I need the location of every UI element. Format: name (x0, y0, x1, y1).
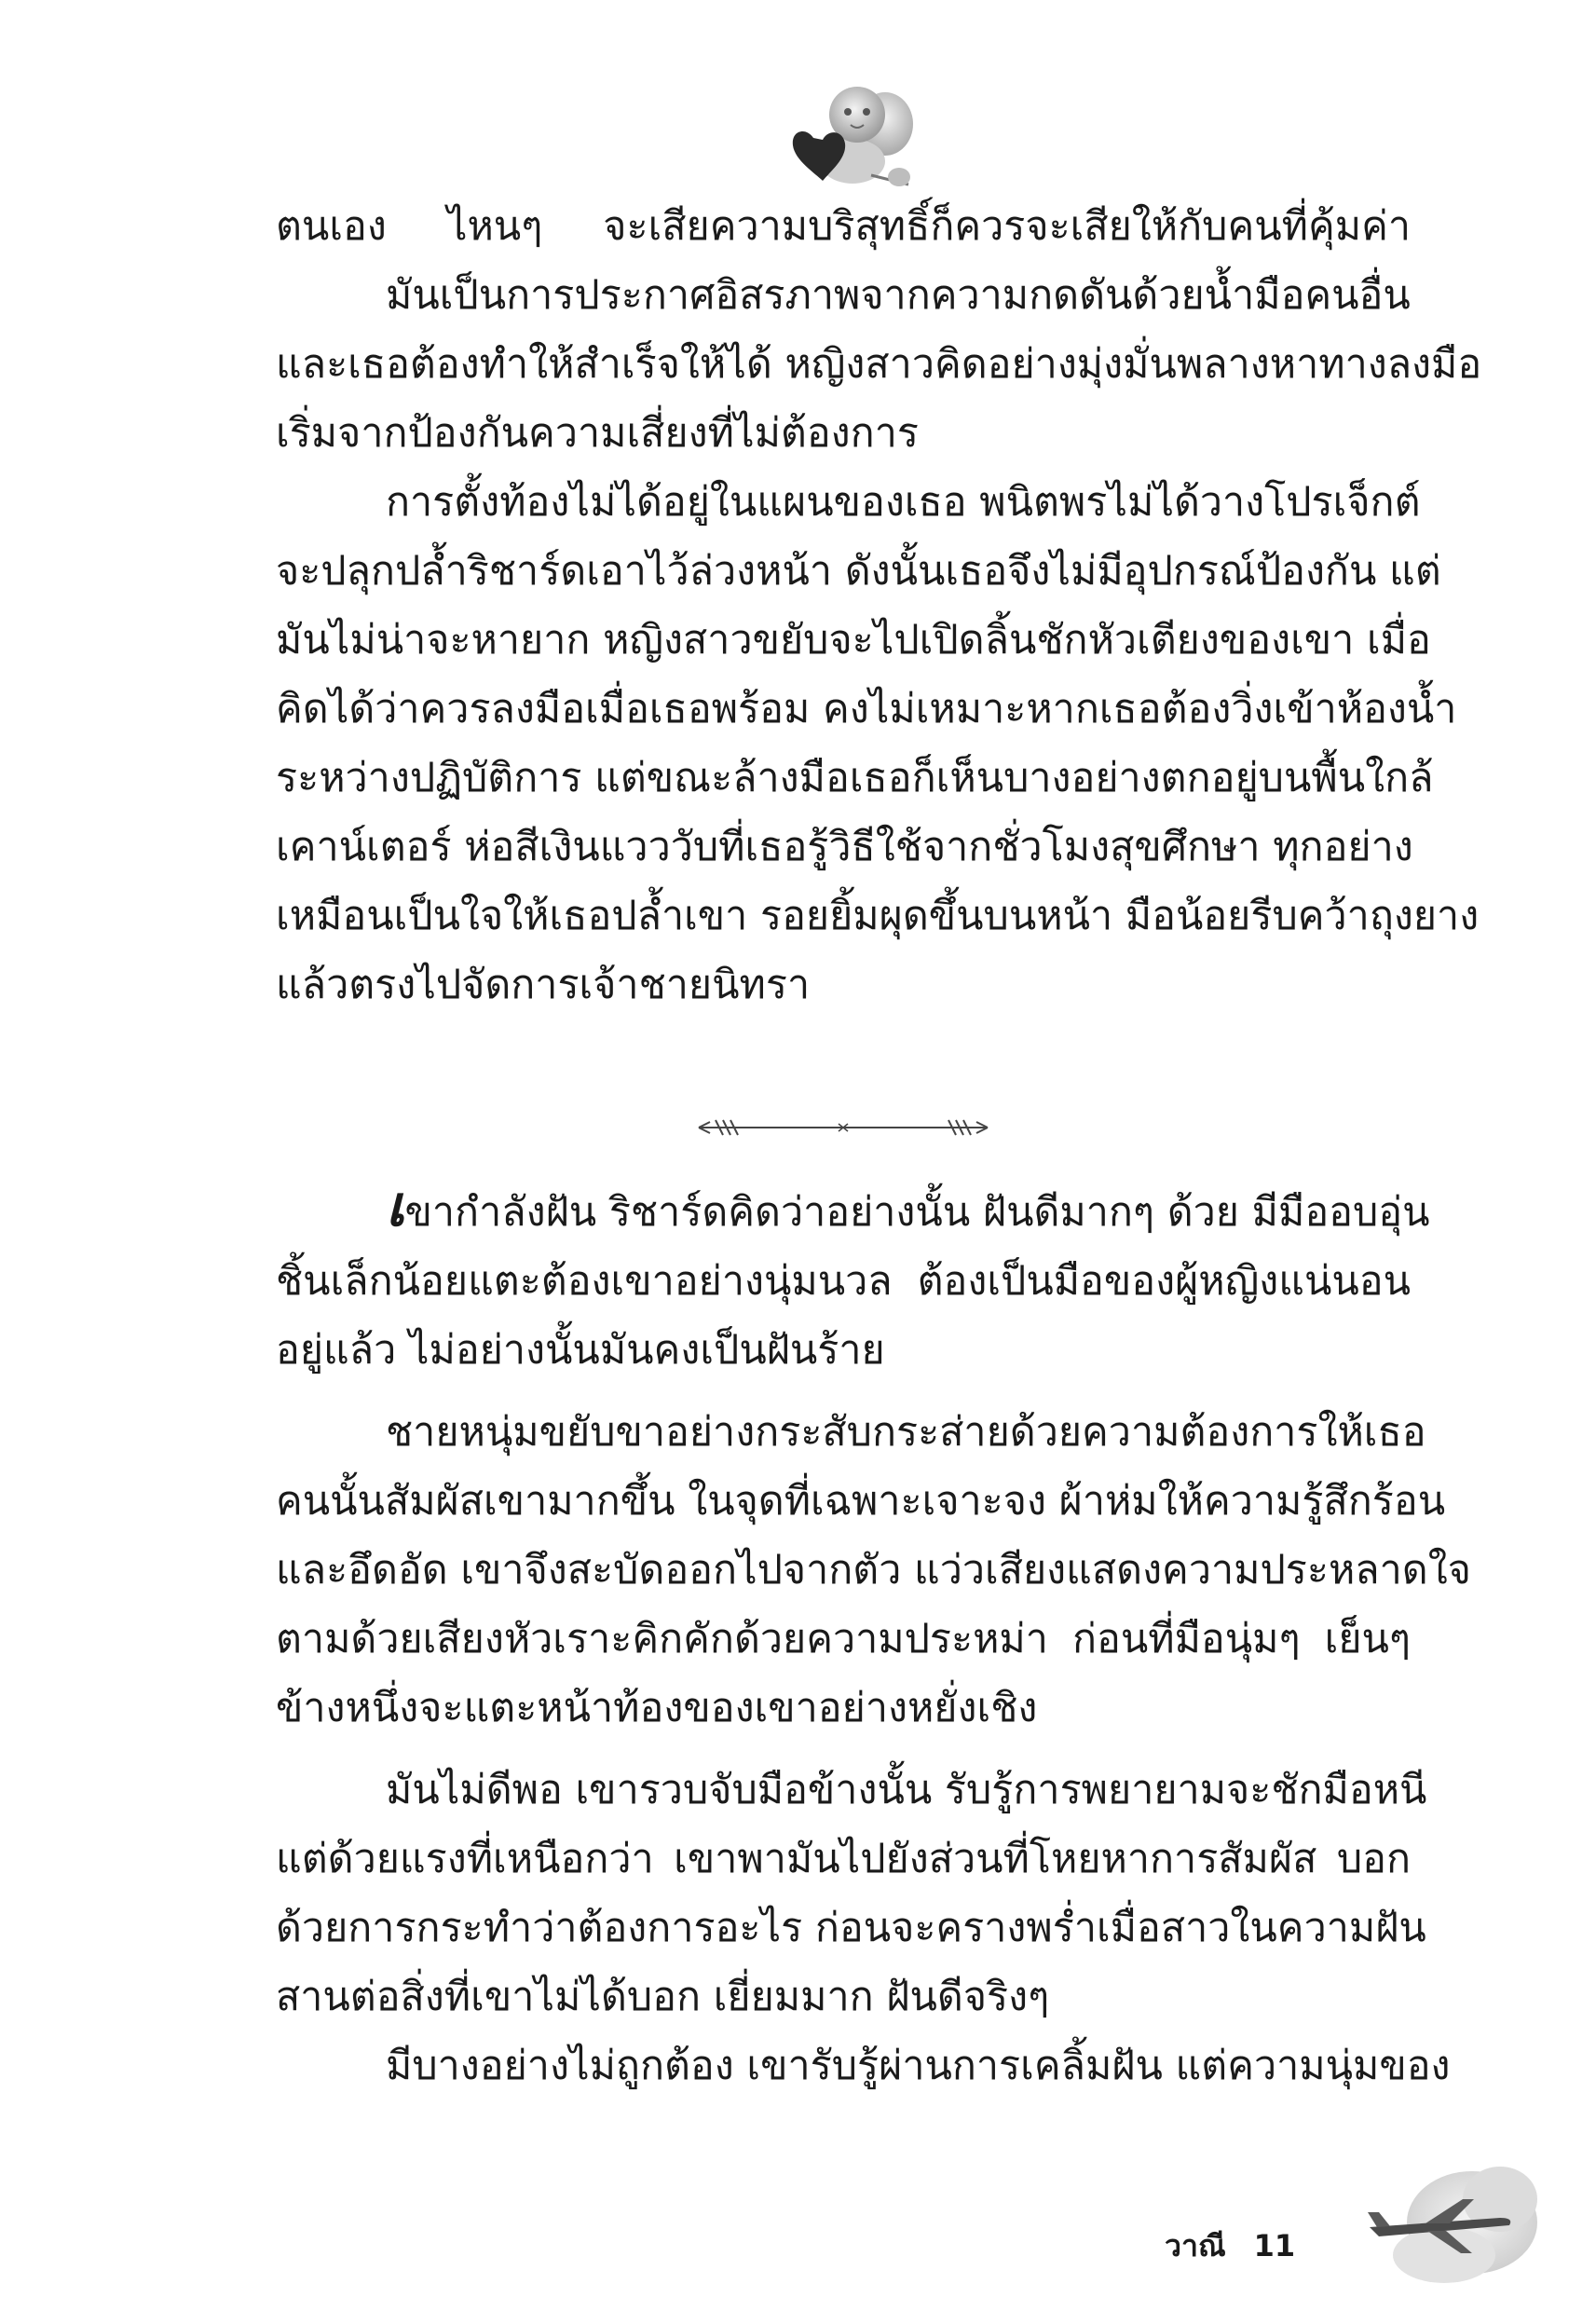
text-line: และอึดอัด เขาจึงสะบัดออกไปจากตัว แว่วเสียงแสดงความประหลาดใจ (276, 1547, 1471, 1593)
airplane-cloud-icon (1360, 2143, 1547, 2292)
text-line: ชิ้นเล็กน้อยแตะต้องเขาอย่างนุ่มนวล ต้องเป็นมือของผู้หญิงแน่นอน (276, 1258, 1411, 1305)
cupid-heart-icon (778, 73, 918, 194)
text-line: มันไม่ดีพอ เขารวบจับมือข้างนั้น รับรู้การพยายามจะชักมือหนี (386, 1767, 1427, 1813)
text-line: การตั้งท้องไม่ได้อยู่ในแผนของเธอ พนิตพรไม่ได้วางโปรเจ็กต์ (386, 479, 1421, 526)
page-number: 11 (1253, 2228, 1296, 2263)
page-footer (1165, 2222, 1295, 2270)
text-line: จะปลุกปล้ำริชาร์ดเอาไว้ล่วงหน้า ดังนั้นเธอจึงไม่มีอุปกรณ์ป้องกัน แต่ (276, 548, 1441, 595)
arrow-divider-icon (689, 1114, 997, 1141)
text-line: ตนเอง ไหนๆ จะเสียความบริสุทธิ์ก็ควรจะเสียให้กับคนที่คุ้มค่า (276, 203, 1411, 250)
dropcap: เ (386, 1174, 405, 1239)
book-title: วาณี (1165, 2228, 1226, 2263)
text-line: ระหว่างปฏิบัติการ แต่ขณะล้างมือเธอก็เห็นบางอย่างตกอยู่บนพื้นใกล้ (276, 755, 1434, 801)
text-line: ชายหนุ่มขยับขาอย่างกระสับกระส่ายด้วยความต้องการให้เธอ (386, 1409, 1426, 1456)
text-line: แล้วตรงไปจัดการเจ้าชายนิทรา (276, 962, 811, 1008)
text-line: มันไม่น่าจะหายาก หญิงสาวขยับจะไปเปิดลิ้นชักหัวเตียงของเขา เมื่อ (276, 617, 1431, 663)
text-line: แต่ด้วยแรงที่เหนือกว่า เขาพามันไปยังส่วนที่โหยหาการสัมผัส บอก (276, 1836, 1411, 1882)
text-line: สานต่อสิ่งที่เขาไม่ได้บอก เยี่ยมมาก ฝันดีจริงๆ (276, 1974, 1050, 2020)
text-line: คิดได้ว่าควรลงมือเมื่อเธอพร้อม คงไม่เหมาะหากเธอต้องวิ่งเข้าห้องน้ำ (276, 686, 1457, 732)
text-line: อยู่แล้ว ไม่อย่างนั้นมันคงเป็นฝันร้าย (276, 1327, 885, 1374)
text-line: ด้วยการกระทำว่าต้องการอะไร ก่อนจะครางพร่ำเมื่อสาวในความฝัน (276, 1905, 1426, 1951)
text-line: เริ่มจากป้องกันความเสี่ยงที่ไม่ต้องการ (276, 410, 919, 457)
text-line: มีบางอย่างไม่ถูกต้อง เขารับรู้ผ่านการเคลิ้มฝัน แต่ความนุ่มของ (386, 2043, 1451, 2089)
text-line: ตามด้วยเสียงหัวเราะคิกคักด้วยความประหม่า ก่อนที่มือนุ่มๆ เย็นๆ (276, 1616, 1411, 1662)
text-line: ข้างหนึ่งจะแตะหน้าท้องของเขาอย่างหยั่งเชิง (276, 1685, 1038, 1731)
text-line: มันเป็นการประกาศอิสรภาพจากความกดดันด้วยน้ำมือคนอื่น (386, 272, 1411, 319)
text-line: เคาน์เตอร์ ห่อสีเงินแวววับที่เธอรู้วิธีใช้จากชั่วโมงสุขศึกษา ทุกอย่าง (276, 824, 1413, 870)
text-line: คนนั้นสัมผัสเขามากขึ้น ในจุดที่เฉพาะเจาะจง ผ้าห่มให้ความรู้สึกร้อน (276, 1478, 1446, 1525)
text-line: เหมือนเป็นใจให้เธอปล้ำเขา รอยยิ้มผุดขึ้นบนหน้า มือน้อยรีบคว้าถุงยาง (276, 893, 1480, 939)
text-line-first: เขากำลังฝัน ริชาร์ดคิดว่าอย่างนั้น ฝันดีมากๆ ด้วย มีมืออบอุ่น (386, 1174, 1430, 1239)
text-line: และเธอต้องทำให้สำเร็จให้ได้ หญิงสาวคิดอย่างมุ่งมั่นพลางหาทางลงมือ (276, 341, 1482, 388)
